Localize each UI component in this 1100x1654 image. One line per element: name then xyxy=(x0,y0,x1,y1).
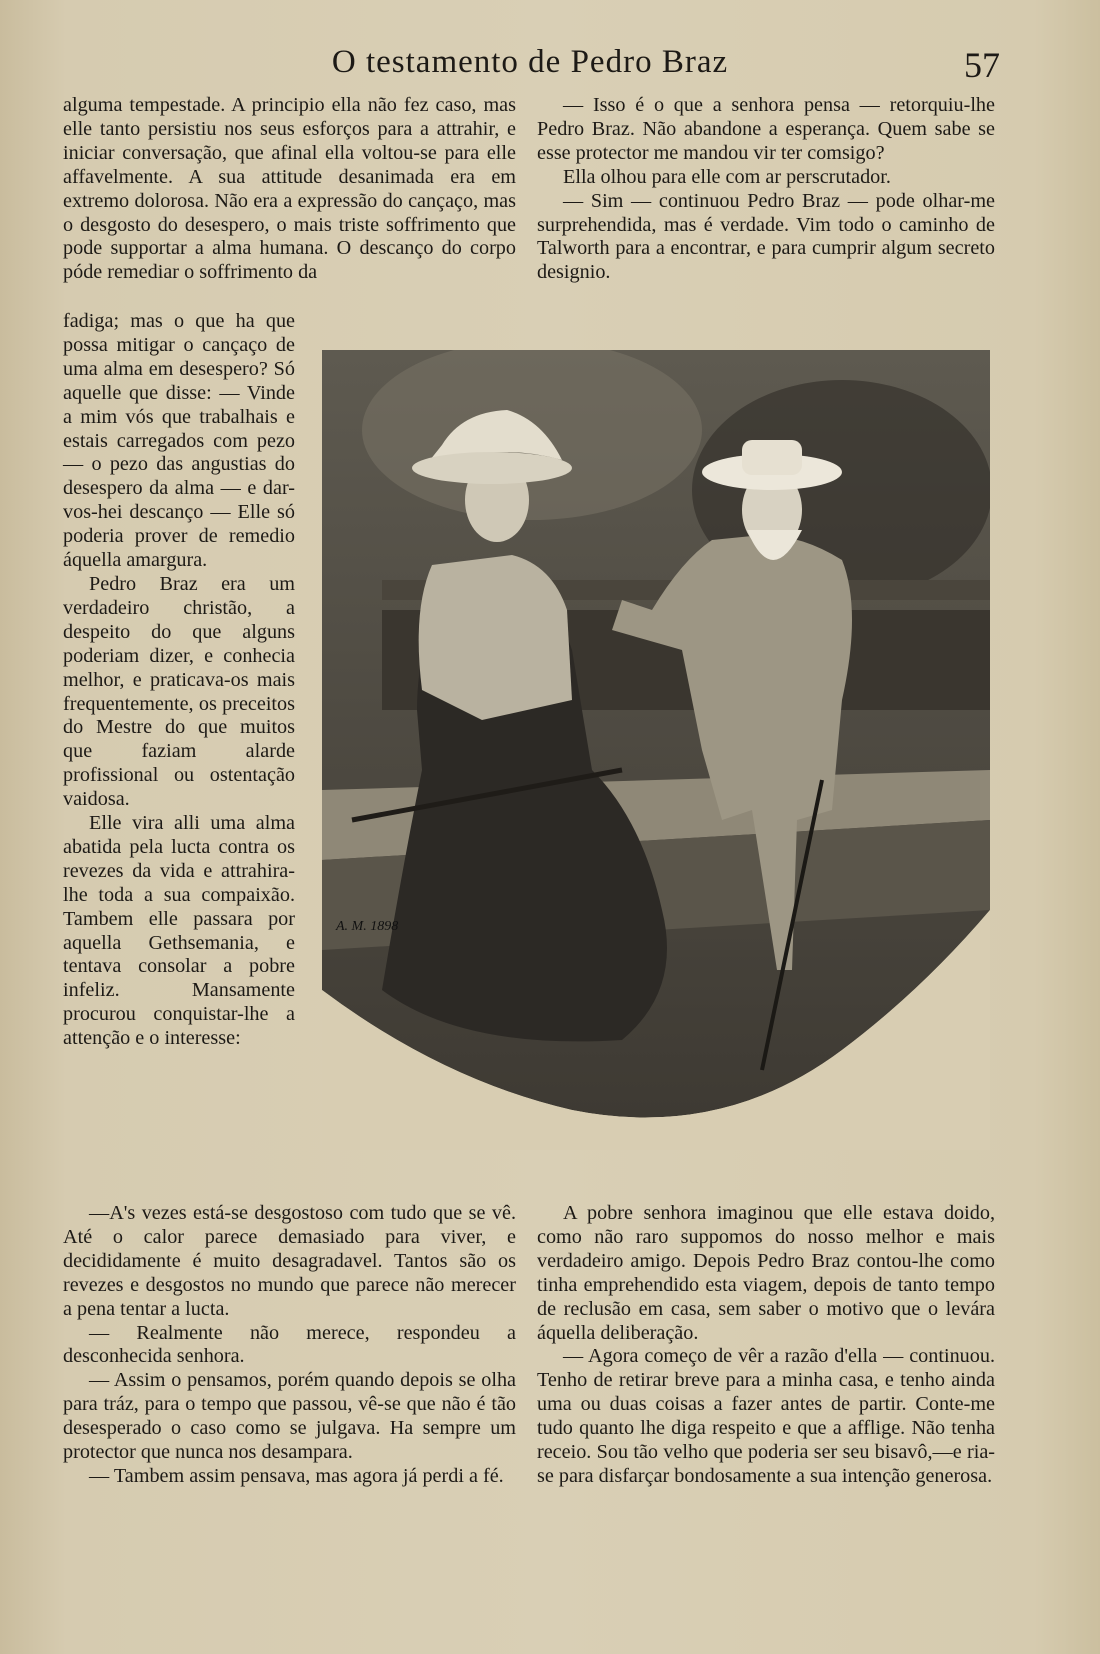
artist-signature: A. M. 1898 xyxy=(336,919,399,934)
left-column-bottom-text xyxy=(63,1202,516,1489)
page-title: O testamento de Pedro Braz xyxy=(331,44,729,80)
paragraph: Elle vira alli uma alma abatida pela lucta contra os revezes da vida e attrahira-lhe toda a sua compaixão. Tambem elle passara por aquella Gethsemania, e tentava consolar a pobre infeliz. Mansamente procurou conquistar-lhe a attenção e o interesse: xyxy=(63,812,295,1050)
page-number: 57 xyxy=(964,45,1000,85)
bench-scene-picture xyxy=(322,350,990,1150)
page-header xyxy=(60,44,1000,94)
paragraph: — Isso é o que a senhora pensa — retorquiu-lhe Pedro Braz. Não abandone a esperança. Quem sabe se esse protector me mandou vir ter comsigo? xyxy=(537,94,995,164)
engraving-illustration xyxy=(322,350,990,1150)
left-column-narrow-text xyxy=(63,310,295,1051)
right-column-top-text xyxy=(537,94,995,285)
paragraph: — Realmente não merece, respondeu a desconhecida senhora. xyxy=(63,1321,516,1368)
paragraph: Ella olhou para elle com ar perscrutador. xyxy=(563,165,891,188)
paragraph: — Assim o pensamos, porém quando depois se olha para tráz, para o tempo que passou, vê-se que não é tão desesperado o caso como se julgava. Ha sempre um protector que nunca nos desampara. xyxy=(63,1369,516,1464)
paragraph: — Tambem assim pensava, mas agora já perdi a fé. xyxy=(89,1464,504,1487)
paragraph: — Agora começo de vêr a razão d'ella — continuou. Tenho de retirar breve para a minha casa, e tenho ainda uma ou duas coisas a fazer antes de partir. Conte-me tudo quanto lhe diga respeito e que a afflige. Não tenha receio. Sou tão velho que poderia ser seu bisavô,—e ria-se para disfarçar bondosamente a sua intenção generosa. xyxy=(537,1345,995,1487)
paragraph: alguma tempestade. A principio ella não fez caso, mas elle tanto persistiu nos seus esforços para a attrahir, e iniciar conversação, que afinal ella voltou-se para elle affavelmente. A sua attitude desanimada era em extremo dolorosa. Não era a expressão do cançaço, mas o desgosto do desespero, o mais triste soffrimento que pode supportar a alma humana. O descanço do corpo póde remediar o soffrimento da xyxy=(63,94,516,284)
paragraph: fadiga; mas o que ha que possa mitigar o cançaço de uma alma em desespero? Só aquelle que disse: — Vinde a mim vós que trabalhais e estais carregados com pezo — o pezo das angustias do desespero da alma — e dar-vos-hei descanço — Elle só poderia prover de remedio áquella amargura. xyxy=(63,310,295,572)
paragraph: —A's vezes está-se desgostoso com tudo que se vê. Até o calor parece demasiado para viver, e decididamente é muito desagradavel. Tantos são os revezes e desgostos no mundo que parece não merecer a pena tentar a lucta. xyxy=(63,1202,516,1320)
paragraph: — Sim — continuou Pedro Braz — pode olhar-me surprehendida, mas é verdade. Vim todo o caminho de Talworth para a encontrar, e para cumprir algum secreto designio. xyxy=(537,189,995,284)
paragraph: A pobre senhora imaginou que elle estava doido, como não raro suppomos do nosso melhor e mais verdadeiro amigo. Depois Pedro Braz contou-lhe como tinha emprehendido esta viagem, depois de tanto tempo de reclusão em casa, sem saber o motivo que o levára áquella deliberação. xyxy=(537,1202,995,1344)
right-column-bottom-text xyxy=(537,1202,995,1489)
left-column-top-text xyxy=(63,94,516,285)
paragraph: Pedro Braz era um verdadeiro christão, a despeito do que alguns poderiam dizer, e conhecia melhor, e praticava-os mais frequentemente, os preceitos do Mestre do que muitos que faziam alarde profissional ou ostentação vaidosa. xyxy=(63,572,295,811)
